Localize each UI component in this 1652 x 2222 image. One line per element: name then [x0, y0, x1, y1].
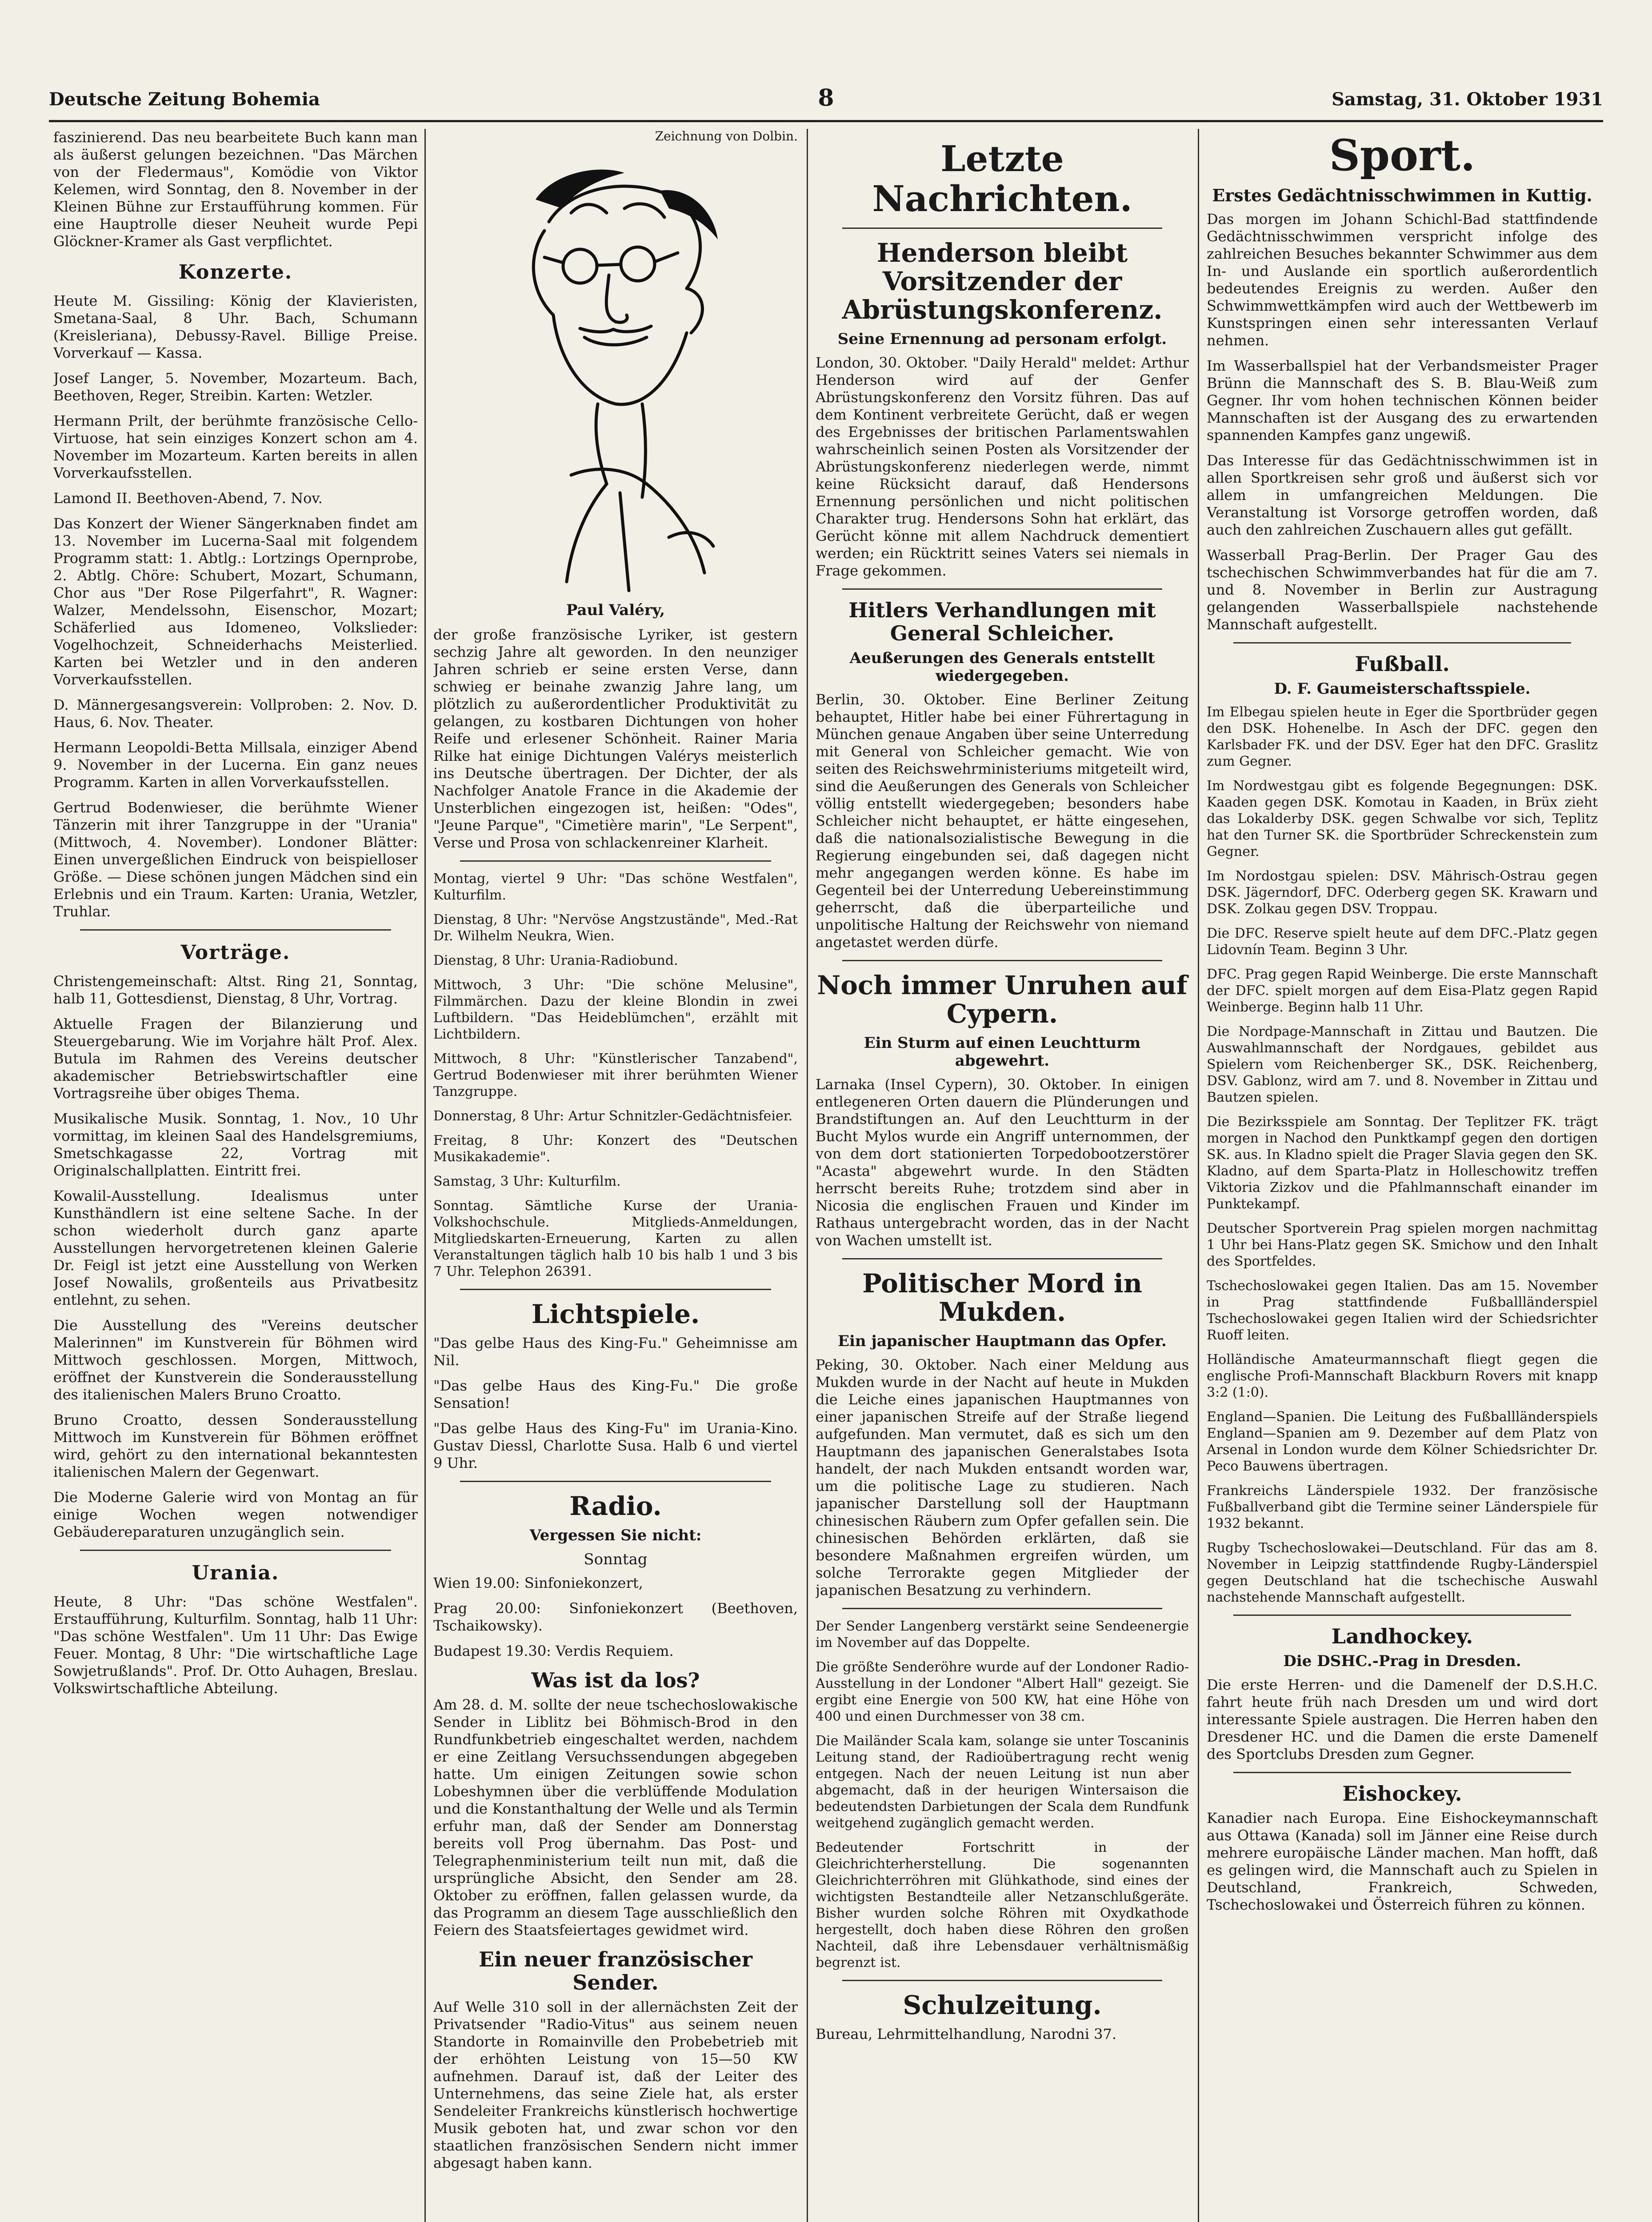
- konzert-item: D. Männergesangsverein: Vollproben: 2. Nov. D. Haus, 6. Nov. Theater.: [53, 696, 418, 731]
- subhead-mukden: Ein japanischer Hauptmann das Opfer.: [838, 1332, 1167, 1350]
- urania-week-item: Sonntag. Sämtliche Kurse der Urania-Volkshochschule. Mitglieds-Anmeldungen, Mitgliedskarten-Erneuerung, Karten zu allen Veranstaltungen täglich halb 10 bis halb 1 und 3 bis 7 Uhr. Telephon 26391.: [433, 1198, 798, 1279]
- eishockey-heading: Eishockey.: [1342, 1782, 1462, 1806]
- konzert-item: Hermann Leopoldi-Betta Millsala, einziger Abend 9. November in der Lucerna. Ein ganz neues Programm. Karten in allen Vorverkaufsstellen.: [53, 739, 418, 791]
- fussball-item: England—Spanien. Die Leitung des Fußballländerspiels England—Spanien am 9. Dezember auf dem Platz von Arsenal in London wurde dem Kölner Schiedsrichter Dr. Peco Bauwens übertragen.: [1207, 1409, 1598, 1474]
- sport-heading: Sport.: [1329, 130, 1476, 180]
- konzert-item: Josef Langer, 5. November, Mozarteum. Bach, Beethoven, Reger, Streibin. Karten: Wetzler.: [53, 370, 418, 404]
- article-cypern: Larnaka (Insel Cypern), 30. Oktober. In einigen entlegeneren Orten dauern die Plünderungen und Brandstiftungen an. Auf den Leuchtturm in der Bucht Mylos wurde ein Angriff unternommen, der von dem dort stationierten Torpedobootzerstörer "Acasta" abgewehrt wurde. In den Städten herrscht bereits Ruhe; trotzdem sind aber in Nicosia die englischen Frauen und Kinder im Rathaus untergebracht worden, das in der Nacht von Wachen umstellt ist.: [816, 1076, 1189, 1249]
- eishockey-article: Kanadier nach Europa. Eine Eishockeymannschaft aus Ottawa (Kanada) soll im Jänner eine Reise durch mehrere europäische Länder machen. Man hofft, daß es gelingen wird, die Mannschaft auch zu Spielen in Deutschland, Frankreich, Schweden, Tschechoslowakei und Österreich führen zu können.: [1207, 1810, 1598, 1913]
- fussball-heading: Fußball.: [1355, 652, 1450, 676]
- portrait-name: Paul Valéry,: [566, 601, 665, 619]
- section-divider: [1233, 1772, 1571, 1773]
- radio-item: Budapest 19.30: Verdis Requiem.: [433, 1643, 674, 1659]
- landhockey-article: Die erste Herren- und die Damenelf der D.S.H.C. fahrt heute früh nach Dresden um und wird dort interessante Spiele austragen. Die Herren haben den Dresdener HC. und die Damen die erste Damenelf des Sportclubs Dresden zum Gegner.: [1207, 1676, 1598, 1762]
- headline-hitler: Hitlers Verhandlungen mit General Schleicher.: [848, 598, 1156, 645]
- was-heading: Was ist da los?: [531, 1668, 700, 1692]
- lichtspiele-item: "Das gelbe Haus des King-Fu" im Urania-Kino. Gustav Diessl, Charlotte Susa. Halb 6 und viertel 9 Uhr.: [433, 1420, 798, 1471]
- section-divider: [842, 1258, 1162, 1259]
- drawing-credit: Zeichnung von Dolbin.: [655, 129, 798, 144]
- section-divider: [80, 929, 391, 931]
- urania-week-item: Dienstag, 8 Uhr: "Nervöse Angstzustände", Med.-Rat Dr. Wilhelm Neukra, Wien.: [433, 912, 798, 944]
- sport-article: Das Interesse für das Gedächtnisschwimmen ist in allen Sportkreisen sehr groß und äußerst sich vor allem in umfangreichen Meldungen. Die Veranstaltung ist Vorsorge getroffen worden, daß auch den zahlreichen Zuschauern alles gut gefällt.: [1207, 452, 1598, 538]
- urania-program: Heute, 8 Uhr: "Das schöne Westfalen". Erstaufführung, Kulturfilm. Sonntag, halb 11 Uhr: "Das schöne Westfalen". Um 11 Uhr: Das Ewige Feuer. Montag, 8 Uhr: "Die wirtschaftliche Lage Sowjetrußlands". Prof. Dr. Otto Auhagen, Breslau. Volkswirtschaftliche Abteilung.: [53, 1593, 418, 1697]
- column-4: [1207, 129, 1598, 2222]
- radio-item: Prag 20.00: Sinfoniekonzert (Beethoven, Tschaikowsky).: [433, 1600, 798, 1634]
- urania-week-item: Dienstag, 8 Uhr: Urania-Radiobund.: [433, 953, 678, 968]
- column-rule-3: [1198, 129, 1199, 2222]
- headline-henderson: Henderson bleibt Vorsitzender der Abrüstungskonferenz.: [842, 238, 1163, 325]
- konzert-item: Heute M. Gissiling: König der Klavieristen, Smetana-Saal, 8 Uhr. Bach, Schumann (Kreisleriana), Debussy-Ravel. Billige Preise. Vorverkauf — Kassa.: [53, 292, 418, 361]
- page-number: 8: [818, 84, 834, 112]
- konzert-item: Gertrud Bodenwieser, die berühmte Wiener Tänzerin mit ihrer Tanzgruppe in der "Urania" (Mittwoch, 4. November). Londoner Blätter: Einen unvergeßlichen Eindruck von beispielloser Größe. — Diese schönen jungen Mädchen sind ein Erlebnis und ein Traum. Karten: Urania, Wetzler, Truhlar.: [53, 799, 418, 920]
- article-mukden: Peking, 30. Oktober. Nach einer Meldung aus Mukden wurde in der Nacht auf heute in Mukden die Leiche eines japanischen Hauptmannes von einer japanischen Streife auf der Straße liegend aufgefunden. Man vermutet, daß es sich um den Hauptmann des japanischen Generalstabes Isota handelt, der nach Mukden entsandt worden war, um die politische Lage zu studieren. Nach japanischer Darstellung soll der Hauptmann chinesischen Räubern zum Opfer gefallen sein. Die chinesischen Behörden erklärten, daß sie besondere Maßnahmen ergreifen würden, um solche Terrorakte gegen Mitglieder der japanischen Besatzung zu verhindern.: [816, 1356, 1189, 1599]
- section-divider: [842, 228, 1162, 229]
- fussball-item: Die Bezirksspiele am Sonntag. Der Teplitzer FK. trägt morgen in Nachod den Punktkampf gegen den dortigen SK. aus. In Kladno spielt die Prager Slavia gegen den SK. Kladno, auf dem Sparta-Platz in Holleschowitz treffen Viktoria Zizkov und die Pfahlmannschaft einander im Punktekampf.: [1207, 1114, 1598, 1212]
- headline-mukden: Politischer Mord in Mukden.: [862, 1268, 1142, 1327]
- vortrag-item: Die Ausstellung des "Vereins deutscher Malerinnen" im Kunstverein für Böhmen wird Mittwoch geschlossen. Morgen, Mittwoch, eröffnet der Kunstverein die Sonderausstellung des italienischen Malers Bruno Croatto.: [53, 1317, 418, 1403]
- theater-notice: faszinierend. Das neu bearbeitete Buch kann man als äußerst gelungen bezeichnen. "Das Märchen von der Fledermaus", Komödie von Viktor Kelemen, wird Sonntag, den 8. November in der Kleinen Bühne zur Erstaufführung kommen. Für eine Hauptrolle dieser Neuheit wurde Pepi Glöckner-Kramer als Gast verpflichtet.: [53, 129, 418, 250]
- article-henderson: London, 30. Oktober. "Daily Herald" meldet: Arthur Henderson wird auf der Genfer Abrüstungskonferenz den Vorsitz führen. Das auf dem Kontinent verbreitete Gerücht, daß er wegen des Ergebnisses der britischen Parlamentswahlen wahrscheinlich seinen Posten als Vorsitzender der Abrüstungskonferenz niederlegen werde, nimmt keine Rücksicht darauf, daß Hendersons Ernennung persönlichen und nicht politischen Charakter trug. Hendersons Sohn hat erklärt, das Gerücht könne mit allem Nachdruck dementiert werden; ein Rücktritt seines Vaters sei niemals in Frage gekommen.: [816, 354, 1189, 579]
- radio-note: Die größte Senderöhre wurde auf der Londoner Radio-Ausstellung in der Londoner "Albert Hall" gezeigt. Sie ergibt eine Energie von 500 KW, hat eine Höhe von 400 und einen Durchmesser von 38 cm.: [816, 1659, 1189, 1724]
- lichtspiele-heading: Lichtspiele.: [531, 1299, 700, 1329]
- radio-note: Die Mailänder Scala kam, solange sie unter Toscaninis Leitung stand, der Radioübertragung recht wenig entgegen. Nach der neuen Leitung ist nun aber abgemacht, daß in der heurigen Wintersaison die bedeutendsten Darbietungen der Scala dem Rundfunk weitgehend zugänglich gemacht werden.: [816, 1733, 1189, 1831]
- section-divider: [1233, 1615, 1571, 1616]
- urania-week-item: Donnerstag, 8 Uhr: Artur Schnitzler-Gedächtnisfeier.: [433, 1108, 793, 1124]
- fussball-subheading: D. F. Gaumeisterschaftsspiele.: [1274, 680, 1531, 698]
- fussball-item: Holländische Amateurmannschaft fliegt gegen die englische Profi-Mannschaft Blackburn Rovers mit knapp 3:2 (1:0).: [1207, 1352, 1598, 1400]
- was-article: Am 28. d. M. sollte der neue tschechoslowakische Sender in Liblitz bei Böhmisch-Brod in den Rundfunkbetrieb eingeschaltet werden, nachdem er eine Zeitlang Versuchssendungen abgegeben hatte. Um einigen Zeitungen sowie schon Lobeshymnen über die verblüffende Modulation und die Konstanthaltung der Welle und als Termin erfuhr man, daß der Sender am Donnerstag bereits voll Prog übernahm. Das Post- und Telegraphenministerium teilt nun mit, daß die ursprüngliche Absicht, den Sender am 28. Oktober zu eröffnen, fallen gelassen wurde, da das Programm an diesem Tage ausschließlich den Feiern des Staatsfeiertages gewidmet wird.: [433, 1696, 798, 1938]
- landhockey-heading: Landhockey.: [1331, 1624, 1473, 1648]
- sport-article: Das morgen im Johann Schichl-Bad stattfindende Gedächtnisschwimmen verspricht infolge des zahlreichen Besuches bekannter Schwimmer aus dem In- und Auslande ein sportlich außerordentlich bedeutendes Ereignis zu werden. Außer den Schwimmwettkämpfen wird auch der Wettbewerb im Kunstspringen einen sehr interessanten Verlauf nehmen.: [1207, 211, 1598, 349]
- header-rule: [49, 120, 1603, 122]
- section-divider: [80, 1550, 391, 1551]
- fussball-item: Rugby Tschechoslowakei—Deutschland. Für das am 8. November in Leipzig stattfindende Rugby-Länderspiel gegen Deutschland hat die tschechische Auswahl nachstehende Mannschaft aufgestellt.: [1207, 1540, 1598, 1605]
- vortrag-item: Die Moderne Galerie wird von Montag an für einige Wochen wegen notwendiger Gebäudereparaturen unzugänglich sein.: [53, 1489, 418, 1540]
- sport-article: Im Wasserballspiel hat der Verbandsmeister Prager Brünn die Mannschaft des S. B. Blau-Weiß zum Gegner. Ihr vom hohen technischen Können beider Mannschaften ist der Ausgang des zu erwartenden spannenden Kampfes ganz ungewiß.: [1207, 357, 1598, 444]
- vortraege-heading: Vorträge.: [180, 941, 291, 964]
- headline-cypern: Noch immer Unruhen auf Cypern.: [817, 970, 1188, 1029]
- fussball-item: Tschechoslowakei gegen Italien. Das am 15. November in Prag stattfindende Fußballländerspiel Tschechoslowakei gegen Italien wird der Schiedsrichter Ruoff leiten.: [1207, 1278, 1598, 1343]
- section-divider: [842, 588, 1162, 590]
- valery-article: der große französische Lyriker, ist gestern sechzig Jahre alt geworden. In den neunziger Jahren schrieb er seine ersten Verse, dann schwieg er beinahe zwanzig Jahre lang, um plötzlich zu außerordentlicher Produktivität zu gelangen, zu kostbaren Dichtungen von hoher Reife und erlesener Schönheit. Rainer Maria Rilke hat einige Dichtungen Valérys meisterlich ins Deutsche übertragen. Der Dichter, der als Nachfolger Anatole France in die Akademie der Unsterblichen eingezogen ist, heißen: "Odes", "Jeune Parque", "Cimetière marin", "Le Serpent", Verse und Prosa von schlackenreiner Klarheit.: [433, 626, 798, 851]
- subhead-cypern: Ein Sturm auf einen Leuchtturm abgewehrt.: [864, 1034, 1141, 1070]
- konzert-item: Das Konzert der Wiener Sängerknaben findet am 13. November im Lucerna-Saal mit folgendem Programm statt: 1. Abtlg.: Lortzings Opernprobe, 2. Abtlg. Chöre: Schubert, Mozart, Schumann, Chor aus "Der Rose Pilgerfahrt", R. Wagner: Walzer, Mendelssohn, Eisenschor, Mozart; Schäferlied aus Idomeneo, Volkslieder: Vogelhochzeit, Schneiderhachs Meisterlied. Karten bei Wetzler und in den anderen Vorverkaufsstellen.: [53, 515, 418, 688]
- headline-gedaechtnisschwimmen: Erstes Gedächtnisschwimmen in Kuttig.: [1212, 185, 1592, 205]
- subhead-hitler: Aeußerungen des Generals entstellt wiedergegeben.: [849, 649, 1155, 685]
- column-3: [816, 129, 1189, 2222]
- landhockey-subheading: Die DSHC.-Prag in Dresden.: [1283, 1652, 1521, 1670]
- urania-week-item: Freitag, 8 Uhr: Konzert des "Deutschen Musikakademie".: [433, 1133, 798, 1165]
- fussball-item: Deutscher Sportverein Prag spielen morgen nachmittag 1 Uhr bei Hans-Platz gegen SK. Smichow und den Inhalt des Sportfeldes.: [1207, 1221, 1598, 1269]
- radio-note: Bedeutender Fortschritt in der Gleichrichterherstellung. Die sogenannten Gleichrichterröhren mit Glühkathode, sind eines der wichtigsten Bestandteile aller Netzanschlußgeräte. Bisher wurden solche Röhren mit Oxydkathode hergestellt, doch haben diese Röhren den großen Nachteil, daß ihre Lebensdauer verhältnismäßig begrenzt ist.: [816, 1840, 1189, 1970]
- urania-heading: Urania.: [192, 1562, 280, 1584]
- urania-week-item: Mittwoch, 8 Uhr: "Künstlerischer Tanzabend", Gertrud Bodenwieser mit ihrer berühmten Wiener Tanzgruppe.: [433, 1051, 798, 1099]
- fussball-item: DFC. Prag gegen Rapid Weinberge. Die erste Mannschaft der DFC. spielt morgen auf dem Eisa-Platz gegen Rapid Weinberge. Beginn halb 11 Uhr.: [1207, 967, 1598, 1015]
- column-1: [53, 129, 418, 2222]
- vortrag-item: Kowalil-Ausstellung. Idealismus unter Kunsthändlern ist eine seltene Sache. In der schon wiederholt durch ganz aparte Ausstellungen hervorgetretenen kleinen Galerie Dr. Feigl ist jetzt eine Ausstellung von Werken Josef Nowalils, großenteils aus Privatbesitz entlehnt, zu sehen.: [53, 1187, 418, 1308]
- schulzeitung-address: Bureau, Lehrmittelhandlung, Narodni 37.: [816, 2026, 1117, 2042]
- column-2: [433, 129, 798, 2222]
- issue-date: Samstag, 31. Oktober 1931: [1332, 89, 1603, 110]
- fussball-item: Frankreichs Länderspiele 1932. Der französische Fußballverband gibt die Termine seiner Länderspiele für 1932 bekannt.: [1207, 1483, 1598, 1531]
- section-divider: [460, 1481, 771, 1482]
- fussball-item: Im Elbegau spielen heute in Eger die Sportbrüder gegen den DSK. Hohenelbe. In Asch der DFC. gegen den Karlsbader FK. und der DSV. Eger hat den DFC. Graslitz zum Gegner.: [1207, 704, 1598, 769]
- page-header: [49, 84, 1603, 116]
- neuer-sender-heading: Ein neuer französischer Sender.: [479, 1947, 752, 1994]
- vortrag-item: Aktuelle Fragen der Bilanzierung und Steuergebarung. Wie im Vorjahre hält Prof. Alex. Butula im Rahmen des Vereins deutscher akademischer Betriebswirtschaftler eine Vortragsreihe über obiges Thema.: [53, 1015, 418, 1102]
- section-divider: [842, 960, 1162, 961]
- masthead-name: Deutsche Zeitung Bohemia: [49, 89, 320, 110]
- section-divider: [842, 1980, 1162, 1981]
- portrait-sketch-icon: [438, 146, 793, 599]
- vortrag-item: Christengemeinschaft: Altst. Ring 21, Sonntag, halb 11, Gottesdienst, Dienstag, 8 Uhr, Vortrag.: [53, 973, 418, 1007]
- section-divider: [460, 1289, 771, 1290]
- subhead-henderson: Seine Ernennung ad personam erfolgt.: [837, 330, 1167, 348]
- urania-week-item: Samstag, 3 Uhr: Kulturfilm.: [433, 1174, 621, 1189]
- lichtspiele-item: "Das gelbe Haus des King-Fu." Die große Sensation!: [433, 1377, 798, 1411]
- fussball-item: Im Nordwestgau gibt es folgende Begegnungen: DSK. Kaaden gegen DSK. Komotau in Kaaden, in Brüx zieht das Lokalderby DSK. gegen Schwalbe vor sich, Teplitz hat den Turner SK. die Sportbrüder Schreckenstein zum Gegner.: [1207, 778, 1598, 859]
- radio-heading: Radio.: [569, 1491, 662, 1521]
- radio-item: Wien 19.00: Sinfoniekonzert,: [433, 1575, 643, 1591]
- lichtspiele-item: "Das gelbe Haus des King-Fu." Geheimnisse am Nil.: [433, 1335, 798, 1369]
- section-divider: [460, 860, 771, 862]
- section-divider: [842, 1608, 1162, 1609]
- article-hitler: Berlin, 30. Oktober. Eine Berliner Zeitung behauptet, Hitler habe bei einer Führertagung in München genaue Angaben über seine Unterredung mit General von Schleicher gemacht. Wie von seiten des Reichswehrministeriums mitgeteilt wird, sind die Aeußerungen des Generals von Schleicher völlig entstellt wiedergegeben; besonders habe Schleicher nicht behauptet, er hätte eingesehen, daß die nationalsozialistische Bewegung in die Regierung eingebunden sei, daß dagegen nicht mehr angegangen werden könne. Es habe im Gegenteil bei der Unterredung Uebereinstimmung geherrscht, daß die überparteiliche und unpolitische Haltung der Reichswehr von niemand angetastet werden dürfe.: [816, 691, 1189, 951]
- fussball-item: Die DFC. Reserve spielt heute auf dem DFC.-Platz gegen Lidovnín Team. Beginn 3 Uhr.: [1207, 926, 1598, 958]
- section-divider: [1233, 642, 1571, 643]
- vortrag-item: Bruno Croatto, dessen Sonderausstellung Mittwoch im Kunstverein für Böhmen eröffnet wird, gehört zu den international bekanntesten italienischen Malern der Gegenwart.: [53, 1411, 418, 1480]
- neuer-sender-article: Auf Welle 310 soll in der allernächsten Zeit der Privatsender "Radio-Vitus" aus seinem neuen Standorte in Romainville den Probebetrieb mit der erhöhten Leistung von 15—50 KW aufnehmen. Darauf ist, daß der Leiter des Unternehmens, das seine Ziele hat, als erster Sendeleiter Frankreichs künstlerisch hochwertige Musik geboten hat, und zwar schon vor den staatlichen französischen Sendern nicht immer abgesagt haben kann.: [433, 1998, 798, 2171]
- vortrag-item: Musikalische Musik. Sonntag, 1. Nov., 10 Uhr vormittag, im kleinen Saal des Handelsgremiums, Smetschkagasse 22, Vortrag mit Originalschallplatten. Eintritt frei.: [53, 1110, 418, 1179]
- schulzeitung-heading: Schulzeitung.: [903, 1990, 1102, 2020]
- fussball-item: Die Nordpage-Mannschaft in Zittau und Bautzen. Die Auswahlmannschaft der Nordgaues, gebildet aus Spielern vom Reichenberger SK., DSK. Reichenberg, DSV. Gablonz, wird am 7. und 8. November in Zittau und Bautzen spielen.: [1207, 1024, 1598, 1105]
- konzerte-heading: Konzerte.: [178, 261, 293, 284]
- radio-day: Sonntag: [584, 1551, 648, 1568]
- radio-note: Der Sender Langenberg verstärkt seine Sendeenergie im November auf das Doppelte.: [816, 1619, 1189, 1651]
- urania-week-item: Montag, viertel 9 Uhr: "Das schöne Westfalen", Kulturfilm.: [433, 871, 798, 903]
- column-rule-1: [424, 129, 426, 2222]
- fussball-item: Im Nordostgau spielen: DSV. Mährisch-Ostrau gegen DSK. Jägerndorf, DFC. Oderberg gegen SK. Krawarn und DSK. Zolkau gegen DSV. Troppau.: [1207, 868, 1598, 917]
- valery-portrait-drawing: [438, 146, 793, 599]
- konzert-item: Hermann Prilt, der berühmte französische Cello-Virtuose, hat sein einziges Konzert schon am 4. November im Mozarteum. Karten bereits in allen Vorverkaufsstellen.: [53, 412, 418, 481]
- urania-week-item: Mittwoch, 3 Uhr: "Die schöne Melusine", Filmmärchen. Dazu der kleine Blondin in zwei Luftbildern. "Das Heideblümchen", erzählt mit Lichtbildern.: [433, 977, 798, 1042]
- konzert-item: Lamond II. Beethoven-Abend, 7. Nov.: [53, 490, 323, 507]
- sport-article: Wasserball Prag-Berlin. Der Prager Gau des tschechischen Schwimmverbandes hat für die am 7. und 8. November in Berlin zur Austragung gelangenden Wasserballspiele nachstehende Mannschaft aufgestellt.: [1207, 547, 1598, 633]
- letzte-nachrichten-heading: Letzte Nachrichten.: [872, 138, 1132, 220]
- column-rule-2: [807, 129, 808, 2222]
- radio-subheading: Vergessen Sie nicht:: [529, 1527, 702, 1544]
